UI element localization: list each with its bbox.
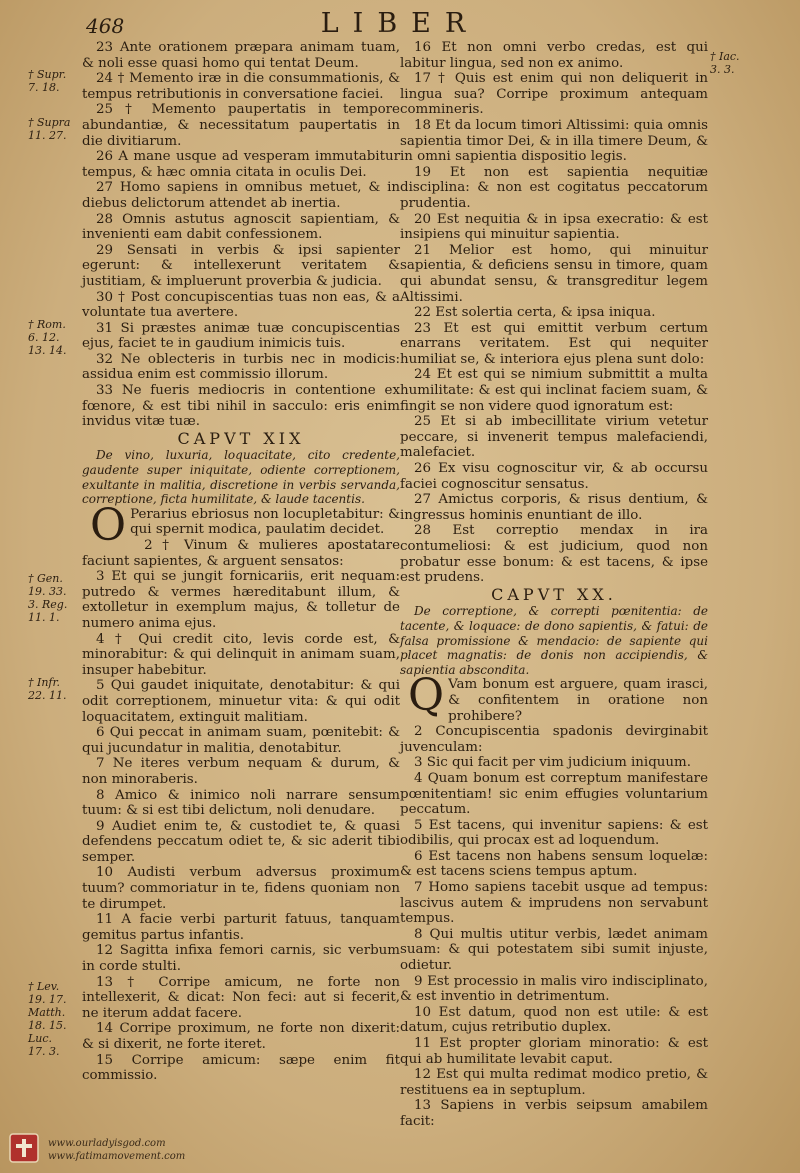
watermark-footer: [8, 1130, 208, 1170]
verse: 19 Et non est sapientia nequitiæ disciplina: & non est cogitatus peccatorum prudentia.: [400, 164, 708, 211]
right-column: [400, 40, 708, 1130]
verse: 2 † Vinum & mulieres apostatare faciunt sapientes, & arguent sensatos:: [82, 538, 400, 569]
verse: 22 Est solertia certa, & ipsa iniqua.: [414, 305, 656, 321]
verse: 25 † Memento paupertatis in tempore abundantiæ, & necessitatum paupertatis in die divitiarum.: [82, 102, 400, 149]
chapter-heading: CAPVT XX.: [491, 584, 617, 604]
verse: 12 Sagitta infixa femori carnis, sic verbum in corde stulti.: [82, 943, 400, 975]
verse: 29 Sensati in verbis & ipsi sapienter egerunt: & intellexerunt veritatem & justitiam, & impluerunt proverbia & judicia.: [82, 242, 400, 289]
verse: 31 Si præstes animæ tuæ concupiscentias ejus, faciet te in gaudium inimicis tuis.: [82, 320, 400, 352]
running-head: LIBER: [320, 8, 480, 39]
verse: 26 Ex visu cognoscitur vir, & ab occursu faciei cognoscitur sensatus.: [400, 461, 708, 492]
verse: 3 Et qui se jungit fornicariis, erit nequam: putredo & vermes hæreditabunt illum, & extolletur in exemplum majus, & tolletur de numero anima ejus.: [82, 569, 400, 631]
margin-note: † Rom. 6. 12. 13. 14.: [28, 318, 67, 357]
verse: 13 † Corripe amicum, ne forte non intellexerit, & dicat: Non feci: aut si fecerit, ne iterum addat facere.: [82, 974, 400, 1021]
verse: 21 Melior est homo, qui minuitur sapientia, & deficiens sensu in timore, quam qui abundat sensu, & transgreditur legem Altissimi.: [400, 242, 708, 305]
verse-first: [400, 670, 708, 724]
page-header: [0, 4, 800, 40]
verse: 12 Est qui multa redimat modico pretio, & restituens ea in septuplum.: [400, 1067, 708, 1098]
verse: 32 Ne oblecteris in turbis nec in modicis: assidua enim est commissio illorum.: [82, 351, 400, 383]
margin-note: † Supra 11. 27.: [28, 116, 71, 142]
drop-cap: Q: [408, 670, 445, 722]
verse: 24 Et est qui se nimium submittit a multa humilitate: & est qui inclinat faciem suam, & fingit se non videre quod ignoratum est:: [400, 367, 708, 414]
verse: 33 Ne fueris mediocris in contentione ex fœnore, & est tibi nihil in sacculo: eris enim invidus vitæ tuæ.: [82, 383, 400, 430]
verse: 28 Est correptio mendax in ira contumeliosi: & est judicium, quod non probatur esse bonum: & est tacens, & ipse est prudens.: [400, 523, 708, 586]
verse: 20 Est nequitia & in ipsa execratio: & est insipiens qui minuitur sapientia.: [400, 211, 708, 243]
margin-note: † Lev. 19. 17. Matth. 18. 15. Luc. 17. 3.: [28, 980, 67, 1058]
verse: 10 Est datum, quod non est utile: & est datum, cujus retributio duplex.: [400, 1004, 708, 1036]
drop-cap: O: [90, 499, 127, 551]
verse: 8 Qui multis utitur verbis, lædet animam suam: & qui potestatem sibi sumit injuste, odietur.: [400, 926, 708, 974]
verse: 16 Et non omni verbo credas, est qui labitur lingua, sed non ex animo.: [400, 40, 708, 71]
verse: 25 Et si ab imbecillitate virium vetetur peccare, si invenerit tempus malefaciendi, malefaciet.: [400, 414, 708, 461]
page-number: 468: [86, 14, 125, 38]
verse: 24 † Memento iræ in die consummationis, & tempus retributionis in conversatione faciei.: [82, 71, 400, 102]
verse: 4 † Qui credit cito, levis corde est, & minorabitur: & qui delinquit in animam suam, insuper habebitur.: [82, 631, 400, 678]
verse-text: Vam bonum est arguere, quam irasci, & confitentem in oratione non prohibere?: [448, 677, 708, 724]
margin-note: † Iac. 3. 3.: [710, 50, 740, 76]
verse: 6 Qui peccat in animam suam, pœnitebit: & qui jucundatur in malitia, denotabitur.: [82, 725, 400, 756]
verse-first: [82, 499, 400, 551]
verse: 10 Audisti verbum adversus proximum tuum? commoriatur in te, fidens quoniam non te dirumpet.: [82, 865, 400, 912]
margin-note: † Gen. 19. 33. 3. Reg. 11. 1.: [28, 572, 68, 624]
margin-note: † Supr. 7. 18.: [28, 68, 67, 94]
left-column: [82, 40, 400, 1084]
verse: 15 Corripe amicum: sæpe enim fit commissio.: [82, 1052, 400, 1084]
verse: 28 Omnis astutus agnoscit sapientiam, & invenienti eam dabit confessionem.: [82, 211, 400, 243]
verse: 9 Audiet enim te, & custodiet te, & quasi defendens peccatum odiet te, & sic aderit tibi semper.: [82, 818, 400, 865]
verse: 11 Est propter gloriam minoratio: & est qui ab humilitate levabit caput.: [400, 1036, 708, 1067]
verse: 9 Est processio in malis viro indisciplinato, & est inventio in detrimentum.: [400, 973, 708, 1005]
verse: 23 Ante orationem præpara animam tuam, & noli esse quasi homo qui tentat Deum.: [82, 40, 400, 71]
verse: 5 Qui gaudet iniquitate, denotabitur: & qui odit correptionem, minuetur vita: & qui odit loquacitatem, extinguit malitiam.: [82, 678, 400, 725]
verse: 27 Homo sapiens in omnibus metuet, & in diebus delictorum attendet ab inertia.: [82, 180, 400, 211]
verse-text: Perarius ebriosus non locupletabitur: & qui spernit modica, paulatim decidet.: [130, 506, 400, 538]
verse: 6 Est tacens non habens sensum loquelæ: & est tacens sciens tempus aptum.: [400, 848, 708, 880]
verse: 11 A facie verbi parturit fatuus, tanquam gemitus partus infantis.: [82, 912, 400, 943]
verse: 18 Et da locum timori Altissimi: quia omnis sapientia timor Dei, & in illa timere Deum, & in omni sapientia dispositio legis.: [400, 117, 708, 165]
shield-logo-icon: [8, 1132, 40, 1164]
verse: 26 A mane usque ad vesperam immutabitur tempus, & hæc omnia citata in oculis Dei.: [82, 149, 400, 180]
verse: 17 † Quis est enim qui non deliquerit in lingua sua? Corripe proximum antequam commineris.: [400, 71, 708, 118]
verse: 2 Concupiscentia spadonis devirginabit juvenculam:: [400, 724, 708, 755]
verse: 3 Sic qui facit per vim judicium iniquum.: [414, 755, 691, 771]
chapter-summary: De correptione, & correpti pœnitentia: de tacente, & loquace: de dono sapientis, & fatui: de falsa promissione & mendacio: de sapiente qui placet magnatis: de donis non accipiendis, & sapientia abscondita.: [400, 604, 708, 677]
verse: 7 Ne iteres verbum nequam & durum, & non minoraberis.: [82, 756, 400, 787]
watermark-url: www.ourladyisgod.com: [48, 1138, 166, 1149]
chapter-summary: De vino, luxuria, loquacitate, cito credente, gaudente super iniquitate, odiente correptionem, exultante in malitia, discretione in verbis servanda, correptione, ficta humilitate, & laude tacentis.: [82, 448, 400, 507]
verse: 8 Amico & inimico noli narrare sensum tuum: & si est tibi delictum, noli denudare.: [82, 787, 400, 819]
verse: 14 Corripe proximum, ne forte non dixerit: & si dixerit, ne forte iteret.: [82, 1021, 400, 1052]
verse: 4 Quam bonum est correptum manifestare pœnitentiam! sic enim effugies voluntarium peccatum.: [400, 770, 708, 818]
watermark-url: www.fatimamovement.com: [48, 1151, 186, 1162]
verse: 13 Sapiens in verbis seipsum amabilem facit:: [400, 1098, 708, 1129]
verse: 5 Est tacens, qui invenitur sapiens: & est odibilis, qui procax est ad loquendum.: [400, 817, 708, 849]
verse: 23 Et est qui emittit verbum certum enarrans veritatem. Est qui nequiter humiliat se, & interiora ejus plena sunt dolo:: [400, 320, 708, 367]
chapter-heading: CAPVT XIX: [177, 428, 305, 448]
verse: 7 Homo sapiens tacebit usque ad tempus: lascivus autem & imprudens non servabunt tempus.: [400, 880, 708, 927]
verse: 30 † Post concupiscentias tuas non eas, & a voluntate tua avertere.: [82, 289, 400, 321]
verse: 27 Amictus corporis, & risus dentium, & ingressus hominis enuntiant de illo.: [400, 492, 708, 523]
margin-note: † Infr. 22. 11.: [28, 676, 67, 702]
